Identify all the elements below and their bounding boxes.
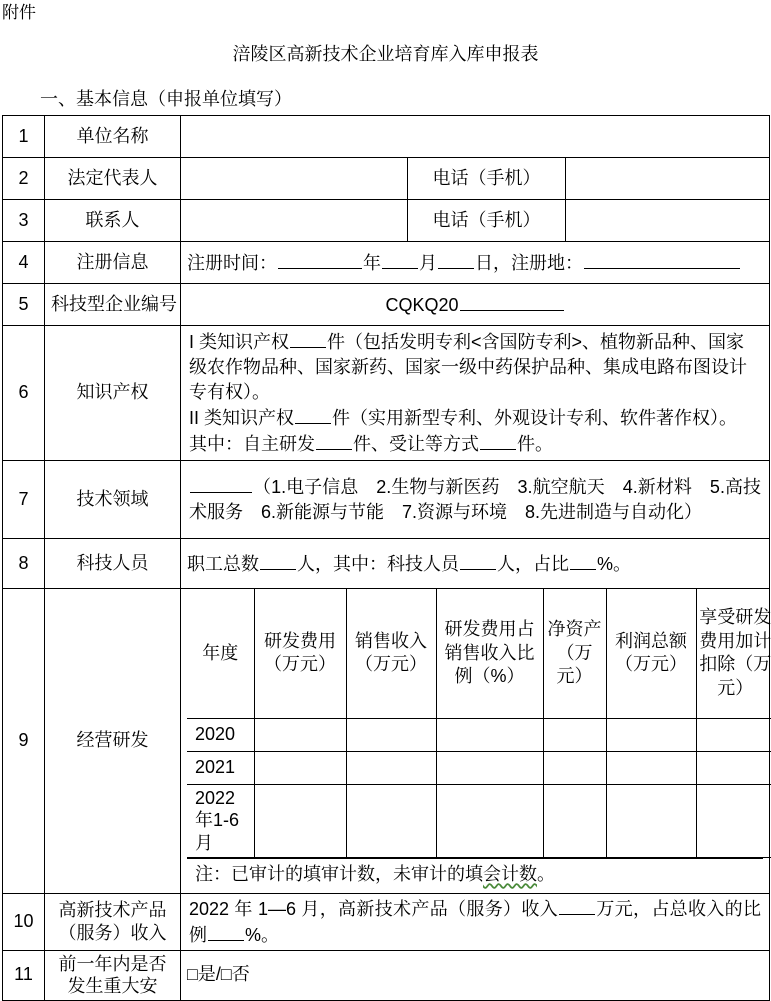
code-blank[interactable] (460, 292, 564, 311)
data-cell[interactable] (543, 718, 606, 751)
row-number: 8 (3, 539, 45, 589)
registration-info-field[interactable] (181, 242, 770, 284)
data-cell[interactable] (436, 751, 543, 784)
header-total-profit: 利润总额（万元） (606, 589, 696, 718)
header-rd-ratio: 研发费用占销售收入比例（%） (436, 589, 543, 718)
class-two-description: 件（实用新型专利、外观设计专利、软件著作权）。 (332, 408, 738, 428)
legal-representative-field[interactable] (181, 158, 408, 200)
day-label: 日，注册地： (475, 252, 583, 273)
enterprise-code-field[interactable] (181, 284, 770, 326)
tech-staff-blank[interactable] (460, 551, 496, 570)
data-cell[interactable] (543, 751, 606, 784)
field-label: 技术领域 (45, 461, 181, 539)
header-super-deduction: 享受研发费用加计扣除（万元） (696, 589, 771, 718)
data-cell[interactable] (254, 751, 346, 784)
intellectual-property-field[interactable] (181, 326, 770, 461)
year-cell: 2020 (187, 718, 254, 751)
phone-label: 电话（手机） (408, 158, 566, 200)
revenue-label: 2022 年 1—6 月，高新技术产品（服务）收入 (189, 898, 559, 919)
row-number: 9 (3, 589, 45, 894)
data-cell[interactable] (606, 751, 696, 784)
field-label: 注册信息 (45, 242, 181, 284)
row-number: 2 (3, 158, 45, 200)
total-staff-blank[interactable] (260, 551, 296, 570)
month-label: 月 (419, 252, 437, 273)
field-label: 法定代表人 (45, 158, 181, 200)
major-incident-options[interactable]: □是/□否 (181, 950, 770, 1000)
data-cell[interactable] (346, 718, 436, 751)
field-label: 单位名称 (45, 116, 181, 158)
contact-person-field[interactable] (181, 200, 408, 242)
class-one-count-blank[interactable] (290, 329, 326, 348)
phone-label: 电话（手机） (408, 200, 566, 242)
table-header-row (187, 589, 771, 718)
data-cell[interactable] (696, 784, 771, 857)
data-cell[interactable] (436, 784, 543, 857)
ratio-label: 人，占比 (497, 553, 569, 574)
data-cell[interactable] (606, 718, 696, 751)
row-contact-person (3, 200, 770, 242)
class-two-count-blank[interactable] (295, 405, 331, 424)
row-number: 11 (3, 950, 45, 1000)
row-operations-rd (3, 589, 770, 894)
month-blank[interactable] (382, 250, 418, 269)
data-cell[interactable] (254, 718, 346, 751)
ratio-blank[interactable] (570, 551, 596, 570)
field-label: 经营研发 (45, 589, 181, 894)
field-label: 联系人 (45, 200, 181, 242)
row-company-name (3, 116, 770, 158)
transferred-blank[interactable] (480, 431, 516, 450)
day-blank[interactable] (438, 250, 474, 269)
data-cell[interactable] (346, 784, 436, 857)
registration-time-label: 注册时间： (187, 252, 277, 273)
header-net-assets: 净资产（万元） (543, 589, 606, 718)
technology-field-blank[interactable] (190, 474, 252, 493)
revenue-ratio-label: 万元，占总收入的比例 (189, 898, 762, 945)
row-technology-field (3, 461, 770, 539)
row-registration-info (3, 242, 770, 284)
form-title: 涪陵区高新技术企业培育库入库申报表 (232, 44, 539, 64)
field-label: 科技人员 (45, 539, 181, 589)
field-label: 知识产权 (45, 326, 181, 461)
row-intellectual-property (3, 326, 770, 461)
row-number: 1 (3, 116, 45, 158)
table-note (187, 858, 763, 893)
self-developed-label: 其中：自主研发 (189, 434, 315, 454)
transferred-label: 件、受让等方式 (353, 434, 479, 454)
hitech-revenue-field[interactable] (181, 893, 770, 950)
row-legal-representative (3, 158, 770, 200)
unit-label: 件。 (517, 434, 553, 454)
field-label: 前一年内是否发生重大安 (45, 950, 181, 1000)
code-prefix: CQKQ20 (385, 294, 459, 315)
data-cell[interactable] (543, 784, 606, 857)
self-developed-blank[interactable] (316, 431, 352, 450)
revenue-ratio-blank[interactable] (208, 922, 244, 941)
legal-rep-phone-field[interactable] (566, 158, 770, 200)
tech-personnel-field[interactable] (181, 539, 770, 589)
row-number: 4 (3, 242, 45, 284)
row-major-incident (3, 950, 770, 1000)
class-one-description: 件（包括发明专利<含国防专利>、植物新品种、国家级农作物品种、国家新药、国家一级中药保护品种、集成电路布图设计专有权）。 (189, 332, 747, 402)
header-year: 年度 (187, 589, 254, 718)
operations-rd-table-cell (181, 589, 770, 894)
data-cell[interactable] (696, 751, 771, 784)
row-enterprise-code (3, 284, 770, 326)
company-name-field[interactable] (181, 116, 770, 158)
row-tech-personnel (3, 539, 770, 589)
row-number: 6 (3, 326, 45, 461)
contact-phone-field[interactable] (566, 200, 770, 242)
application-form-table (2, 115, 770, 1001)
row-number: 7 (3, 461, 45, 539)
data-cell[interactable] (606, 784, 696, 857)
table-row (187, 784, 771, 857)
field-label: 高新技术产品（服务）收入 (45, 893, 181, 950)
data-cell[interactable] (436, 718, 543, 751)
registration-place-blank[interactable] (584, 250, 740, 269)
year-cell: 2021 (187, 751, 254, 784)
row-number: 10 (3, 893, 45, 950)
header-rd-expense: 研发费用（万元） (254, 589, 346, 718)
class-two-ip-label: II 类知识产权 (189, 408, 295, 428)
technology-field-field[interactable] (181, 461, 770, 539)
table-row (187, 718, 771, 751)
note-highlight: 会计数 (483, 863, 537, 884)
attachment-label: 附件 (2, 3, 36, 22)
year-blank[interactable] (278, 250, 362, 269)
field-label: 科技型企业编号 (45, 284, 181, 326)
class-one-ip-label: I 类知识产权 (189, 332, 290, 352)
row-hitech-revenue (3, 893, 770, 950)
note-text: 注：已审计的填审计数，未审计的填 (195, 863, 483, 884)
data-cell[interactable] (696, 718, 771, 751)
data-cell[interactable] (346, 751, 436, 784)
percent-label: %。 (597, 553, 632, 574)
revenue-blank[interactable] (559, 896, 595, 915)
section-heading: 一、基本信息（申报单位填写） (40, 89, 292, 109)
year-cell: 2022年1-6月 (187, 784, 254, 857)
year-label: 年 (363, 252, 381, 273)
technology-options: （1.电子信息 2.生物与新医药 3.航空航天 4.新材料 5.高技术服务 6.新能源与节能 7.资源与环境 8.先进制造与自动化） (189, 477, 762, 522)
operations-rd-table (187, 589, 771, 858)
percent-label: %。 (245, 924, 280, 945)
row-number: 3 (3, 200, 45, 242)
table-row (187, 751, 771, 784)
note-end: 。 (537, 863, 555, 884)
header-sales-revenue: 销售收入（万元） (346, 589, 436, 718)
data-cell[interactable] (254, 784, 346, 857)
tech-staff-label: 人，其中：科技人员 (297, 553, 459, 574)
row-number: 5 (3, 284, 45, 326)
total-staff-label: 职工总数 (187, 553, 259, 574)
